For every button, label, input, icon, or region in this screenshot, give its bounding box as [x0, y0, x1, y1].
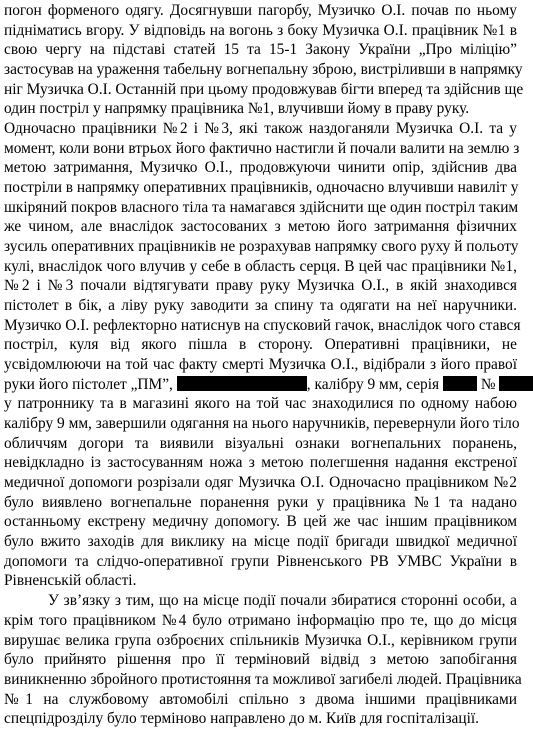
text-line: пістолет в бік, а ліву руку заводити за спину та одягати на неї наручники.: [4, 297, 517, 315]
text-line: свою чергу на підставі статей 15 та 15-1 Закону України „Про міліцію”: [4, 41, 517, 59]
text-line: метою затримання, Музичко О.І., продовжуючи чинити опір, здійснив два: [4, 159, 517, 177]
paragraph-first-line: У зв’язку з тим, що на місце події почали збиратися сторонні особи, а: [48, 592, 517, 610]
text-line: спецпідрозділу було терміново направлено до м. Київ для госпіталізації.: [4, 710, 480, 728]
text-line: було прийнято рішення про її терміновий відвід з метою запобігання: [4, 651, 517, 669]
text-line: погон форменого одягу. Досягнувши пагорбу, Музичко О.І. почав по ньому: [4, 2, 517, 19]
text-line: допомоги та слідчо-оперативної групи Рівненського РВ УМВС України в: [4, 552, 517, 570]
text-line: момент, коли вони втрьох його фактично настигли й почали валити на землю з: [4, 139, 520, 157]
text-line: зусиль оперативних працівників не розрахував напрямку свого руху й польоту: [4, 238, 519, 256]
text-line: невідкладно із застосуванням ножа з метою полегшення надання екстреної: [4, 454, 517, 472]
document-text: [4, 1, 524, 729]
text-fragment: №: [476, 375, 500, 393]
text-line: один постріл у напрямку працівника №1, влучивши йому в праву руку.: [4, 100, 470, 118]
text-line: вирушає велика група озброєних спільників Музичка О.І., керівником групи: [4, 631, 517, 649]
text-line: було вжито заходів для виклику на місце події бригади швидкої медичної: [4, 533, 517, 551]
text-line: крім того працівником №4 було отримано інформацію про те, що до місця: [4, 611, 517, 629]
text-line: у патроннику та в магазині якого на той час знаходилися по одному набою: [4, 395, 517, 413]
text-line: Музичко О.І. рефлекторно натиснув на спусковий гачок, внаслідок чого стався: [4, 316, 521, 334]
text-line: виникненню збройного протистояння та можливої загибелі людей. Працівника: [4, 670, 522, 688]
text-line: обличчям догори та виявили візуальні ознаки вогнепальних поранень,: [4, 434, 517, 452]
redaction-block: [443, 376, 477, 391]
text-line: медичної допомоги розрізали одяг Музичка О.І. Одночасно працівником №2: [4, 474, 517, 492]
text-fragment: руки його пістолет „ПМ”,: [4, 375, 177, 393]
text-line: ніг Музичка О.І. Останній при цьому продовжував бігти вперед та здійснив ще: [4, 80, 524, 98]
text-line: було виявлено вогнепальне поранення руки у працівника №1 та надано: [4, 493, 517, 511]
redaction-block: [177, 376, 307, 391]
text-line: Рівненській області.: [4, 572, 137, 590]
redaction-block: [499, 376, 533, 391]
text-line: №2 і №3 почали відтягувати праву руку Музичка О.І., в якій знаходився: [4, 277, 517, 295]
text-line: шкіряний покров власного тіла та намагався здійснити ще один постріл таким: [4, 198, 519, 216]
redacted-text-line: [4, 375, 517, 395]
text-line: постріли в напрямку оперативних працівників, одночасно влучивши навиліт у: [4, 179, 519, 197]
text-line: підніматись вгору. У відповідь на вогонь з боку Музичка О.І. працівник №1 в: [4, 21, 517, 39]
text-line: Одночасно працівники №2 і №3, які також наздоганяли Музичка О.І. та у: [4, 120, 517, 138]
text-line: усвідомлюючи на той час факту смерті Музичка О.І., відібрали з його правої: [4, 356, 517, 374]
text-line: застосував на ураження табельну вогнепальну зброю, вистріливши в напрямку: [4, 61, 523, 79]
text-line: же чином, але внаслідок застосованих з метою його затримання фізичних: [4, 218, 517, 236]
text-line: №1 на службовому автомобілі спільно з двома іншими працівниками: [4, 690, 517, 708]
text-line: кулі, внаслідок чого влучив у себе в область серця. В цей час працівники №1,: [4, 257, 517, 275]
text-line: постріл, куля від якого пішла в сторону. Оперативні працівники, не: [4, 336, 517, 354]
text-line: останньому екстрену медичну допомогу. В цей же час іншим працівником: [4, 513, 517, 531]
text-fragment: , калібру 9 мм, серія: [306, 375, 443, 393]
text-line: калібру 9 мм, завершили одягання на нього наручників, перевернули його тіло: [4, 415, 520, 433]
